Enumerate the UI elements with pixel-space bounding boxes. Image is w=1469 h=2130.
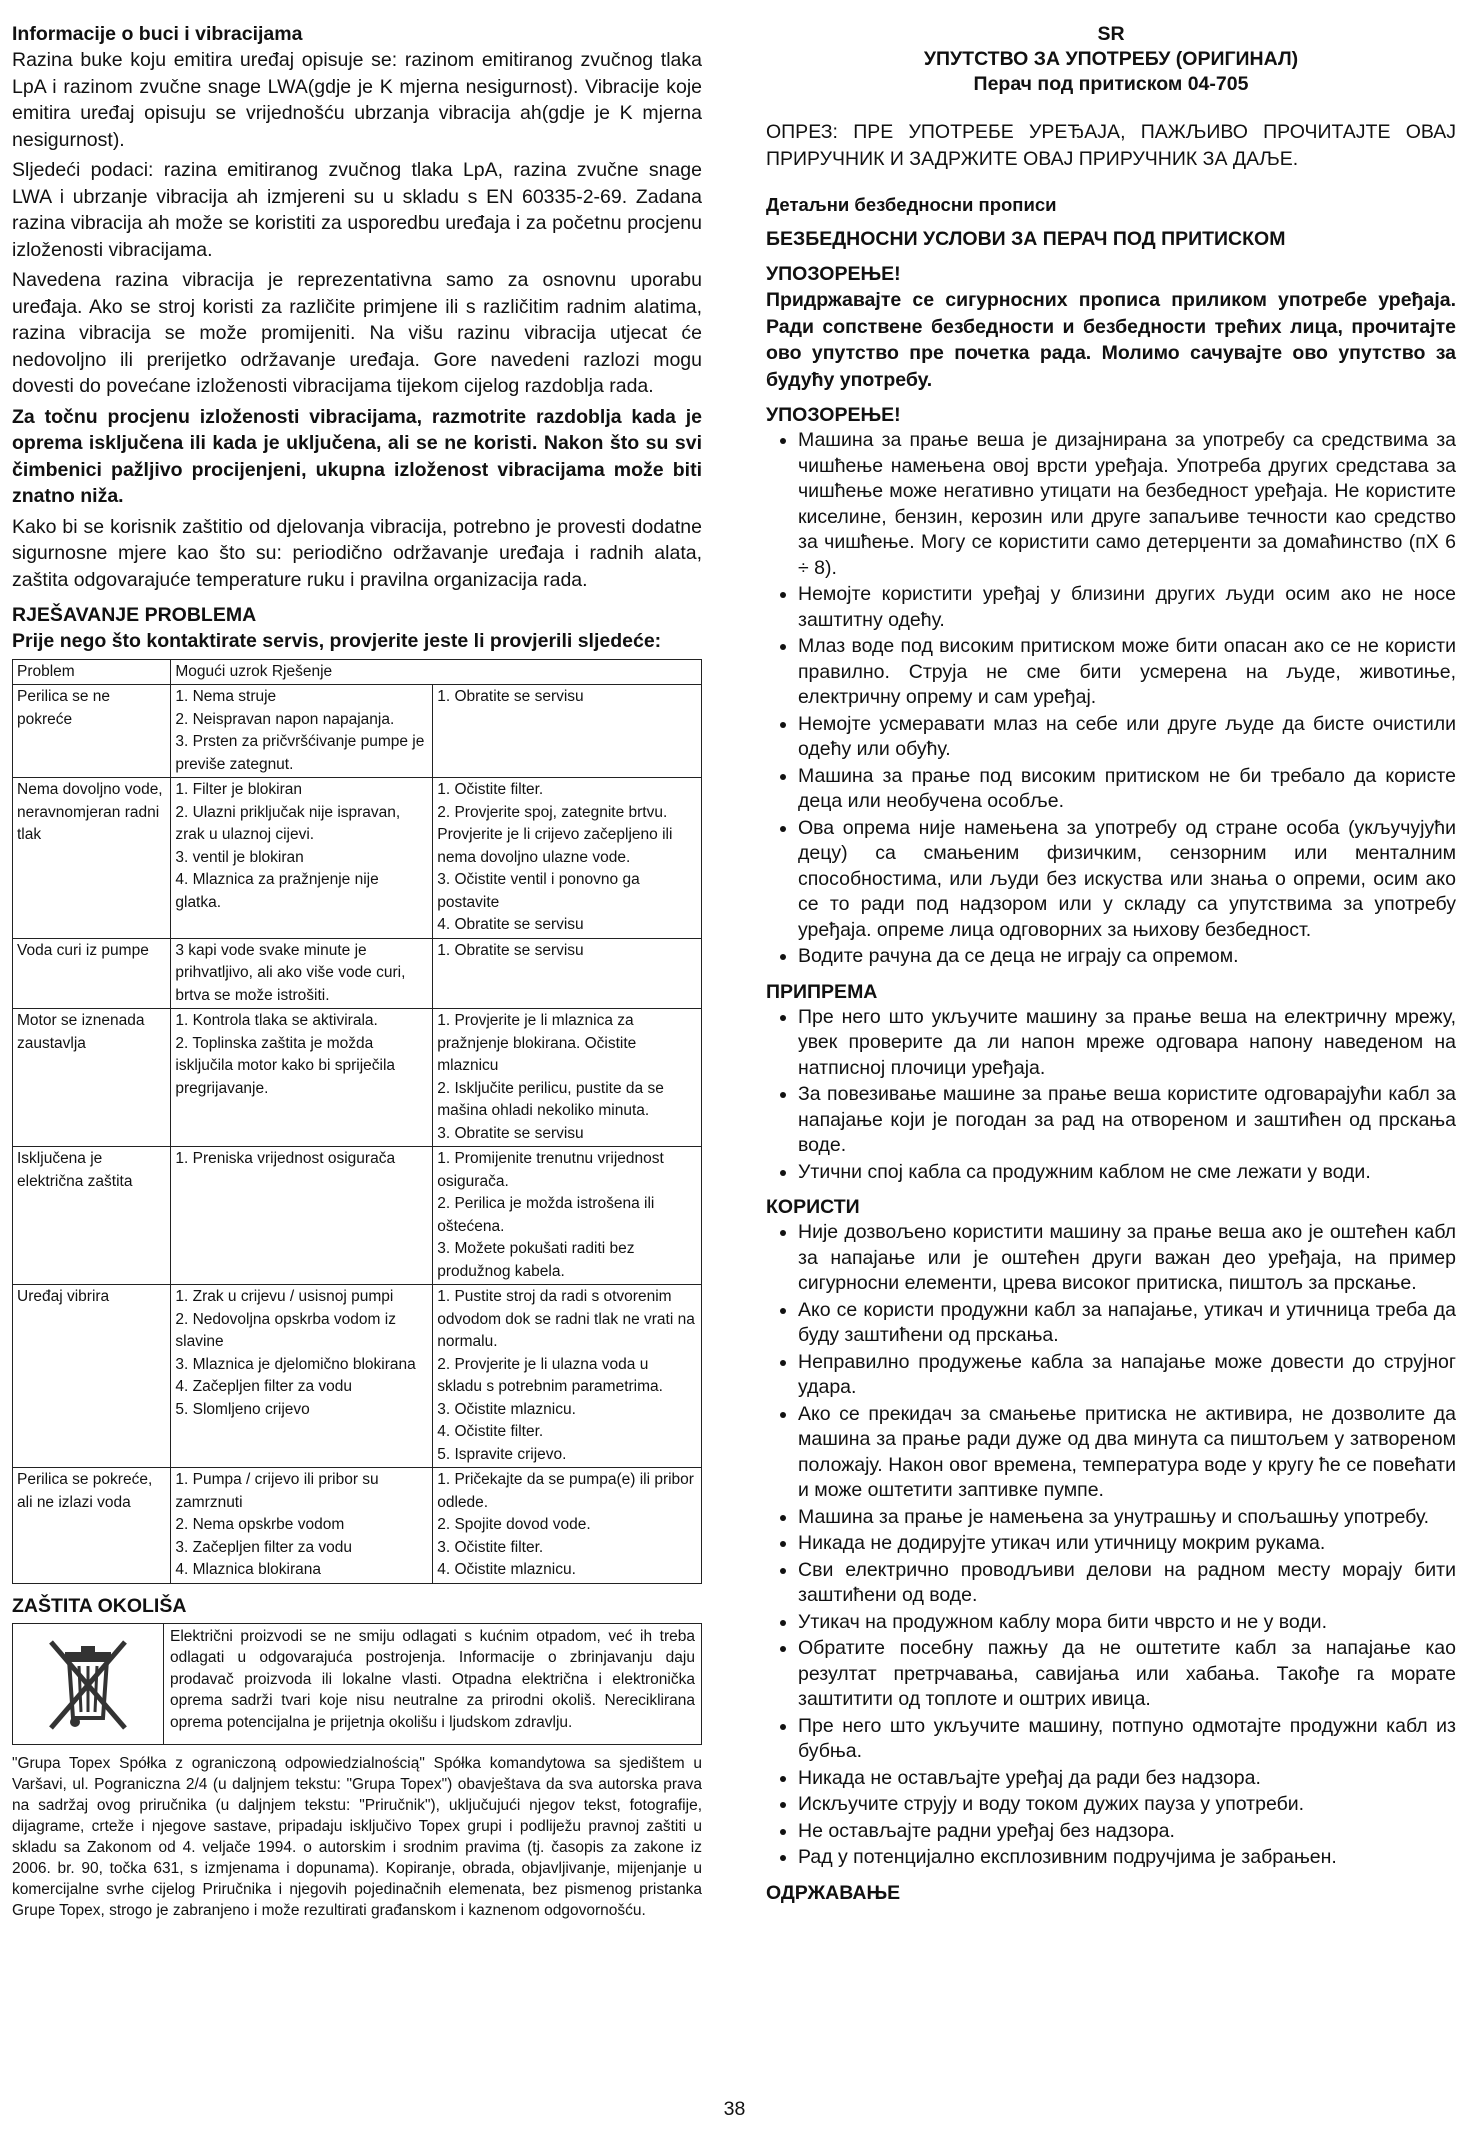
cause-line: 1. Preniska vrijednost osigurača: [175, 1150, 396, 1167]
cause-line: 2. Nema opskrbe vodom: [175, 1516, 345, 1533]
usage-list-item: • Не остављајте радни уређај без надзора.: [798, 1819, 1456, 1845]
troubleshooting-table: [12, 659, 702, 1584]
warning-list-item: • Ова опрема није намењена за употребу од стране особа (укључујући децу) са смањеним физичким, сензорним или менталним способностима, или људи без искуства или знања о опреми, осим ако се то ради под надзором или у складу са упутствима за употребу уређаја. опреме лица одговорних за њихову безбедност.: [798, 816, 1456, 944]
solution-line: 4. Očistite filter.: [437, 1423, 544, 1440]
solution-cell: [433, 685, 702, 778]
solution-line: 3. Možete pokušati raditi bez produžnog kabela.: [437, 1240, 635, 1280]
detail-safety-heading: Детаљни безбедносни прописи: [766, 194, 1057, 215]
usage-list-item: • Пре него што укључите машину, потпуно одмотајте продужни кабл из бубња.: [798, 1714, 1456, 1765]
cause-cell: [171, 1285, 433, 1468]
warning-list-item: • Водите рачуна да се деца не играју са опремом.: [798, 944, 1456, 970]
cause-line: 2. Toplinska zaštita je možda isključila motor kako bi spriječila pregrijavanje.: [175, 1034, 396, 1097]
solution-line: 1. Obratite se servisu: [437, 941, 584, 959]
manual-title: УПУТСТВО ЗА УПОТРЕБУ (ОРИГИНАЛ): [923, 48, 1299, 70]
solution-cell: [433, 1285, 702, 1468]
cause-line: 3 kapi vode svake minute je prihvatljivo, ali ako više vode curi, brtva se može istrošiti.: [175, 941, 406, 1004]
right-column: [766, 22, 1456, 1906]
cause-line: 3. Začepljen filter za vodu: [175, 1538, 352, 1556]
table-header-problem: Problem: [13, 659, 171, 685]
solution-line: 2. Provjerite je li ulazna voda u skladu s potrebnim parametrima.: [437, 1355, 663, 1395]
problem-cell: Voda curi iz pumpe: [13, 938, 171, 1009]
solution-cell: [433, 1468, 702, 1584]
preparation-list-item: • За повезивање машине за прање веша користите одговарајући кабл за напајање који је погодан за рад на отвореном и заштићен од прскања воде.: [798, 1082, 1456, 1159]
noise-heading: Informacije o buci i vibracijama: [12, 23, 303, 45]
solution-line: 3. Očistite filter.: [437, 1538, 544, 1556]
table-row: [13, 938, 702, 1009]
maintenance-heading: ОДРЖАВАЊЕ: [766, 1881, 901, 1904]
warning-text-1: Придржавајте се сигурносних прописа приликом употребе уређаја. Ради сопствене безбедности и безбедности трећих лица, прочитајте ово упутство пре почетка рада. Молимо сачувајте ово упутство за будућу употребу.: [766, 289, 1456, 391]
usage-list-item: • Утикач на продужном каблу мора бити чврсто и не у води.: [798, 1610, 1456, 1636]
warning-list-item: • Машина за прање под високим притиском не би требало да користе деца или необучена особље.: [798, 764, 1456, 815]
problem-cell: Uređaj vibrira: [13, 1285, 171, 1468]
solution-line: 3. Očistite ventil i ponovno ga postavite: [437, 871, 640, 911]
problem-cell: Motor se iznenada zaustavlja: [13, 1009, 171, 1147]
solution-line: 2. Isključite perilicu, pustite da se mašina ohladi nekoliko minuta.: [437, 1079, 664, 1119]
preparation-list: [766, 1005, 1456, 1186]
left-column: [12, 22, 702, 1921]
environment-text: Električni proizvodi se ne smiju odlagati s kućnim otpadom, već ih treba odlagati u odgovarajuća postrojenja. Informacije o zbrinjavanju daju prodavač proizvoda ili lokalne vlasti. Otpadna električna i elektronička oprema sadrži tvari koje nisu neutralne za prirodni okoliš. Nereciklirana oprema potencijalna je prijetnja okolišu i ljudskom zdravlju.: [170, 1627, 695, 1731]
legal-notice: "Grupa Topex Spółka z ograniczoną odpowiedzialnością" Spółka komandytowa sa sjedištem u Varšavi, ul. Pograniczna 2/4 (u daljnjem tekstu: "Grupa Topex") obavještava da sva autorska prava na sadržaj ovog priručnika (u daljnjem tekstu: "Priručnik"), uključujući njegov tekst, fotografije, dijagrame, crteže i njegove sastave, pripadaju isključivo Topex grupi i podliježu pravnoj zaštiti u skladu sa Zakonom od 4. veljače 1994. o autorskim i srodnim pravima (tj. časopis za zakone iz 2006. br. 90, točka 631, s izmjenama i dopunama). Kopiranje, obrada, objavljivanje, mijenjanje u komercijalne svrhe cijelog Priručnika i njegovih pojedinačnih elemenata, bez pismenog pristanka Grupe Topex, strogo je zabranjeno i može rezultirati građanskom i kaznenom odgovornošću.: [12, 1754, 702, 1919]
cause-line: 4. Začepljen filter za vodu: [175, 1378, 352, 1395]
solution-line: 2. Provjerite spoj, zategnite brtvu. Provjerite je li crijevo začepljeno ili nema dovoljno ulazne vode.: [437, 803, 673, 866]
table-row: [13, 1147, 702, 1285]
cause-line: 2. Nedovoljna opskrba vodom iz slavine: [175, 1310, 396, 1350]
solution-line: 3. Očistite mlaznicu.: [437, 1400, 576, 1418]
noise-paragraph-1: Razina buke koju emitira uređaj opisuje se: razinom emitiranog zvučnog tlaka LpA i razinom zvučne snage LWA(gdje je K mjerna nesigurnost). Vibracije koje emitira uređaj opisuju se vrijednošću ubrzanja vibracija ah(gdje je K mjerna nesigurnost).: [12, 49, 702, 151]
problem-cell: Perilica se pokreće, ali ne izlazi voda: [13, 1468, 171, 1584]
table-body: [13, 685, 702, 1584]
warning-list-item: • Немојте усмеравати млаз на себе или друге људе да бисте очистили одећу или обућу.: [798, 712, 1456, 763]
cause-cell: [171, 1009, 433, 1147]
cause-line: 3. Mlaznica je djelomično blokirana: [175, 1355, 416, 1373]
warning-heading-1: УПОЗОРЕЊЕ!: [766, 263, 901, 285]
environment-heading: ZAŠTITA OKOLIŠA: [12, 1594, 187, 1617]
solution-line: 1. Pričekajte da se pumpa(e) ili pribor odlede.: [437, 1471, 694, 1511]
cause-line: 4. Mlaznica za pražnjenje nije glatka.: [175, 871, 379, 911]
table-row: [13, 1009, 702, 1147]
solution-line: 2. Perilica je možda istrošena ili oštećena.: [437, 1195, 655, 1235]
usage-list-item: • Ако се прекидач за смањење притиска не активира, не дозволите да машина за прање ради дуже од два минута са пиштољем у затвореном положају. Након овог времена, температура воде у кругу ће се повећати и може оштетити заптивке пумпе.: [798, 1402, 1456, 1504]
solution-line: 1. Obratite se servisu: [437, 688, 584, 705]
noise-paragraph-2: Sljedeći podaci: razina emitiranog zvučnog tlaka LpA, razina zvučne snage LWA i ubrzanje vibracija ah izmjereni su u skladu s EN 60335-2-69. Zadana razina vibracija ah može se koristiti za usporedbu uređaja i za početnu procjenu izloženosti vibracijama.: [12, 159, 702, 261]
table-header-row: [13, 659, 702, 685]
solution-cell: [433, 1147, 702, 1285]
cause-line: 2. Ulazni priključak nije ispravan, zrak u ulaznoj cijevi.: [175, 803, 401, 843]
caution-text: ОПРЕЗ: ПРЕ УПОТРЕБЕ УРЕЂАЈА, ПАЖЉИВО ПРОЧИТАЈТЕ ОВАЈ ПРИРУЧНИК И ЗАДРЖИТЕ ОВАЈ ПРИРУЧНИК ЗА ДАЉЕ.: [766, 121, 1456, 170]
usage-list-item: • Неправилно продужење кабла за напајање може довести до струјног удара.: [798, 1350, 1456, 1401]
cause-line: 5. Slomljeno crijevo: [175, 1400, 310, 1418]
usage-list-item: • Никада не остављајте уређај да ради без надзора.: [798, 1766, 1456, 1792]
solution-line: 1. Očistite filter.: [437, 781, 544, 798]
solution-cell: [433, 938, 702, 1009]
cause-line: 1. Filter je blokiran: [175, 781, 303, 798]
cause-line: 3. ventil je blokiran: [175, 848, 304, 866]
solution-cell: [433, 778, 702, 939]
warning-list-item: • Немојте користити уређај у близини других људи осим ако не носе заштитну одећу.: [798, 582, 1456, 633]
cause-line: 2. Neispravan napon napajanja.: [175, 710, 395, 728]
solution-cell: [433, 1009, 702, 1147]
cause-line: 1. Pumpa / crijevo ili pribor su zamrznuti: [175, 1471, 379, 1511]
environment-box: [12, 1623, 702, 1745]
solution-line: 1. Pustite stroj da radi s otvorenim odvodom dok se radni tlak ne vrati na normalu.: [437, 1288, 695, 1350]
usage-list-item: • Обратите посебну пажњу да не оштетите кабл за напајање као резултат претрчавања, савијања или хабања. Такође га морате заштитити од топлоте и оштрих ивица.: [798, 1636, 1456, 1713]
usage-list: [766, 1220, 1456, 1871]
cause-cell: [171, 685, 433, 778]
cause-line: 3. Prsten za pričvršćivanje pumpe je previše zategnut.: [175, 733, 425, 773]
table-row: [13, 1468, 702, 1584]
preparation-list-item: • Утични спој кабла са продужним каблом не сме лежати у води.: [798, 1160, 1456, 1186]
problem-cell: Isključena je električna zaštita: [13, 1147, 171, 1285]
solution-line: 4. Očistite mlaznicu.: [437, 1561, 576, 1578]
cause-line: 1. Zrak u crijevu / usisnoj pumpi: [175, 1288, 394, 1305]
safety-conditions-heading: БЕЗБЕДНОСНИ УСЛОВИ ЗА ПЕРАЧ ПОД ПРИТИСКОМ: [766, 228, 1286, 250]
table-row: [13, 1285, 702, 1468]
problem-cell: Nema dovoljno vode, neravnomjeran radni tlak: [13, 778, 171, 939]
warning-list: [766, 428, 1456, 970]
cause-line: 4. Mlaznica blokirana: [175, 1561, 321, 1578]
crossed-bin-icon: [13, 1624, 164, 1744]
usage-list-item: • Није дозвољено користити машину за прање веша ако је оштећен кабл за напајање или је оштећен други важан део уређаја, на пример сигурносни елементи, црева високог притиска, пиштољ за прскање.: [798, 1220, 1456, 1297]
solution-line: 5. Ispravite crijevo.: [437, 1445, 567, 1463]
usage-list-item: • Машина за прање је намењена за унутрашњу и спољашњу употребу.: [798, 1505, 1456, 1531]
cause-line: 1. Kontrola tlaka se aktivirala.: [175, 1012, 378, 1029]
solution-line: 1. Promijenite trenutnu vrijednost osigurača.: [437, 1150, 664, 1190]
warning-list-item: • Машина за прање веша је дизајнирана за употребу са средствима за чишћење намењена овој врсти уређаја. Употреба других средстава за чишћење може негативно утицати на безбедност уређаја. Не користите киселине, бензин, керозин или друге запаљиве течности као средство за чишћење. Могу се користити само детерџенти за домаћинство (пХ 6 ÷ 8).: [798, 428, 1456, 581]
cause-cell: [171, 1468, 433, 1584]
usage-list-item: • Никада не додирујте утикач или утичницу мокрим рукама.: [798, 1531, 1456, 1557]
usage-list-item: • Ако се користи продужни кабл за напајање, утикач и утичница треба да буду заштићени од прскања.: [798, 1298, 1456, 1349]
solution-line: 4. Obratite se servisu: [437, 916, 584, 933]
warning-heading-2: УПОЗОРЕЊЕ!: [766, 404, 901, 426]
cause-line: 1. Nema struje: [175, 688, 277, 705]
table-row: [13, 685, 702, 778]
cause-cell: [171, 1147, 433, 1285]
problem-cell: Perilica se ne pokreće: [13, 685, 171, 778]
noise-paragraph-3: Navedena razina vibracija je reprezentativna samo za osnovnu uporabu uređaja. Ako se stroj koristi za različite primjene ili s različitim radnim alatima, razina vibracija se može promijeniti. Na višu razinu vibracija utjecat će nedovoljno ili prerijetko održavanje uređaja. Gore navedeni razlozi mogu dovesti do povećane izloženosti vibracijama tijekom cijelog razdoblja rada.: [12, 269, 702, 397]
warning-list-item: • Млаз воде под високим притиском може бити опасан ако се не користи правилно. Струја не сме бити усмерена на људе, животиње, електричну опрему и сам уређај.: [798, 634, 1456, 711]
noise-paragraph-4: Za točnu procjenu izloženosti vibracijama, razmotrite razdoblja kada je oprema isključena ili kada je uključena, ali se ne koristi. Nakon što su svi čimbenici pažljivo procijenjeni, ukupna izloženost vibracijama može biti znatno niža.: [12, 405, 702, 507]
noise-paragraph-5: Kako bi se korisnik zaštitio od djelovanja vibracija, potrebno je provesti dodatne sigurnosne mjere kao što su: periodično održavanje uređaja i radnih alata, zaštita odgovarajuće temperature ruku i pravilna organizacija rada.: [12, 515, 702, 591]
preparation-list-item: • Пре него што укључите машину за прање веша на електричну мрежу, увек проверите да ли напон мреже одговара напону наведеном на натписној плочици уређаја.: [798, 1005, 1456, 1082]
table-row: [13, 778, 702, 939]
usage-list-item: • Сви електрично проводљиви делови на радном месту морају бити заштићени од воде.: [798, 1558, 1456, 1609]
page-number: 38: [723, 2098, 746, 2120]
manual-subtitle: Перач под притиском 04-705: [973, 73, 1249, 95]
cause-cell: [171, 778, 433, 939]
language-code: SR: [1097, 23, 1125, 45]
solution-line: 1. Provjerite je li mlaznica za pražnjenje blokirana. Očistite mlaznicu: [437, 1012, 637, 1074]
troubleshooting-intro: Prije nego što kontaktirate servis, provjerite jeste li provjerili sljedeće:: [12, 630, 662, 652]
solution-line: 3. Obratite se servisu: [437, 1124, 584, 1142]
troubleshooting-heading: RJEŠAVANJE PROBLEMA: [12, 604, 257, 626]
solution-line: 2. Spojite dovod vode.: [437, 1516, 591, 1533]
preparation-heading: ПРИПРЕМА: [766, 980, 878, 1003]
cause-cell: [171, 938, 433, 1009]
usage-heading: КОРИСТИ: [766, 1196, 860, 1218]
table-header-cause: Mogući uzrok Rješenje: [171, 659, 702, 685]
usage-list-item: • Искључите струју и воду током дужих пауза у употреби.: [798, 1792, 1456, 1818]
usage-list-item: • Рад у потенцијално експлозивним подручјима је забрањен.: [798, 1845, 1456, 1871]
